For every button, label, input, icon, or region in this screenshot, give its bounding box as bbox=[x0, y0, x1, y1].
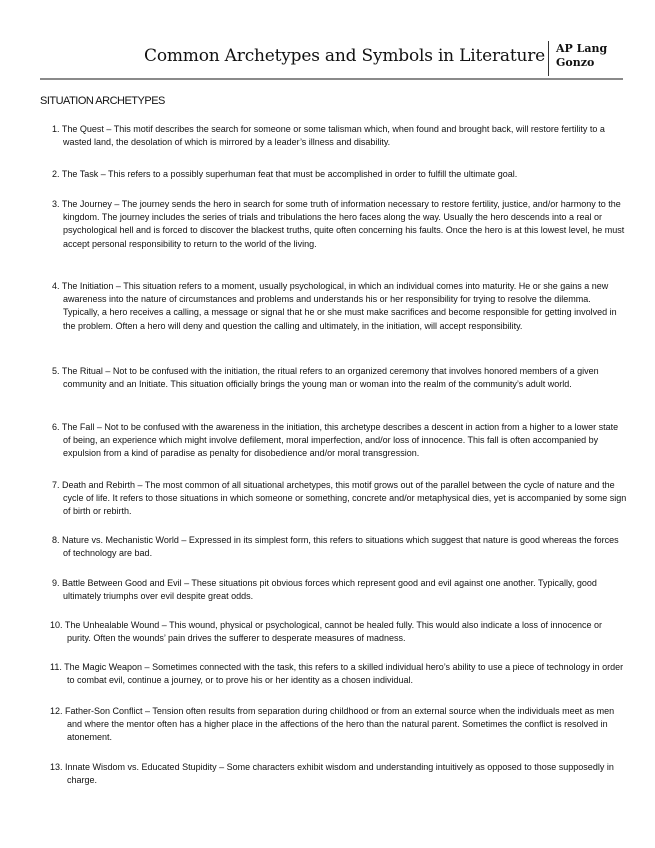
list-item bbox=[49, 123, 627, 149]
list-item-text: 5. The Ritual – Not to be confused with the initiation, the ritual refers to an organized ceremony that involves honored members of a given community and an Initiate. This situation officially brings the young man or woman into the realm of the community’s adult world. bbox=[52, 366, 599, 390]
document-title: Common Archetypes and Symbols in Literature bbox=[144, 46, 545, 66]
list-item-text: 12. Father-Son Conflict – Tension often results from separation during childhood or from an external source when the individuals meet as men and where the mentor often has a higher place in the affections of the hero than the natural parent. Sometimes the conflict is resolved in atonement. bbox=[50, 706, 615, 743]
list-item bbox=[49, 534, 627, 560]
list-item bbox=[49, 168, 627, 181]
list-item-text: 7. Death and Rebirth – The most common of all situational archetypes, this motif grows out of the parallel between the cycle of nature and the cycle of life. It refers to those situations in which someone or something, concrete and/or metaphysical dies, yet is accompanied by some sign of birth or rebirth. bbox=[52, 480, 627, 517]
section-heading: SITUATION ARCHETYPES bbox=[40, 95, 165, 107]
list-item-text: 2. The Task – This refers to a possibly superhuman feat that must be accomplished in order to fulfill the ultimate goal. bbox=[52, 169, 518, 179]
list-item-text: 3. The Journey – The journey sends the hero in search for some truth of information necessary to restore fertility, justice, and/or harmony to the kingdom. The journey includes the series of trials and tribulations the hero faces along the way. Usually the hero descends into a real or psychological hell and is forced to discover the blackest truths, quite often concerning his faults. Once the hero is at this lowest level, he must accept personal responsibility to return to the world of the living. bbox=[52, 199, 625, 249]
list-item bbox=[49, 421, 627, 461]
list-item bbox=[49, 619, 627, 645]
list-item bbox=[49, 198, 627, 251]
list-item bbox=[49, 761, 627, 787]
list-item-text: 10. The Unhealable Wound – This wound, physical or psychological, cannot be healed fully. This would also indicate a loss of innocence or purity. Often the wounds’ pain drives the sufferer to desperate measures of madness. bbox=[50, 620, 603, 644]
page-header bbox=[40, 38, 623, 80]
list-item bbox=[49, 661, 627, 687]
list-item bbox=[49, 365, 627, 391]
list-item-text: 4. The Initiation – This situation refers to a moment, usually psychological, in which an individual comes into maturity. He or she gains a new awareness into the nature of circumstances and problems and understands his or her responsibility for trying to resolve the dilemma. Typically, a hero receives a calling, a message or signal that he or she must make sacrifices and become responsible for getting involved in the problem. Often a hero will deny and question the calling and ultimately, in the initiation, will accept responsibility. bbox=[52, 281, 617, 331]
course-name: AP Lang bbox=[556, 42, 608, 55]
header-divider bbox=[548, 41, 549, 76]
list-item-text: 11. The Magic Weapon – Sometimes connected with the task, this refers to a skilled individual hero’s ability to use a piece of technology in order to combat evil, continue a journey, or to prove his or her identity as a chosen individual. bbox=[50, 662, 624, 686]
list-item bbox=[49, 280, 627, 333]
list-item-text: 13. Innate Wisdom vs. Educated Stupidity – Some characters exhibit wisdom and understanding intuitively as opposed to those supposedly in charge. bbox=[50, 762, 614, 786]
list-item bbox=[49, 577, 627, 603]
course-info bbox=[556, 42, 607, 70]
list-item bbox=[49, 479, 627, 519]
teacher-name: Gonzo bbox=[556, 56, 595, 69]
list-item-text: 1. The Quest – This motif describes the search for someone or some talisman which, when found and brought back, will restore fertility to a wasted land, the desolation of which is mirrored by a leader’s illness and disability. bbox=[52, 124, 605, 148]
list-item bbox=[49, 705, 627, 745]
list-item-text: 8. Nature vs. Mechanistic World – Expressed in its simplest form, this refers to situations which suggest that nature is good whereas the forces of technology are bad. bbox=[52, 535, 619, 559]
list-item-text: 9. Battle Between Good and Evil – These situations pit obvious forces which represent good and evil against one another. Typically, good ultimately triumphs over evil despite great odds. bbox=[52, 578, 597, 602]
list-item-text: 6. The Fall – Not to be confused with the awareness in the initiation, this archetype describes a descent in action from a higher to a lower state of being, an experience which might involve defilement, moral imperfection, and/or loss of innocence. This fall is often accompanied by expulsion from a kind of paradise as penalty for disobedience and/or moral transgression. bbox=[52, 422, 619, 459]
